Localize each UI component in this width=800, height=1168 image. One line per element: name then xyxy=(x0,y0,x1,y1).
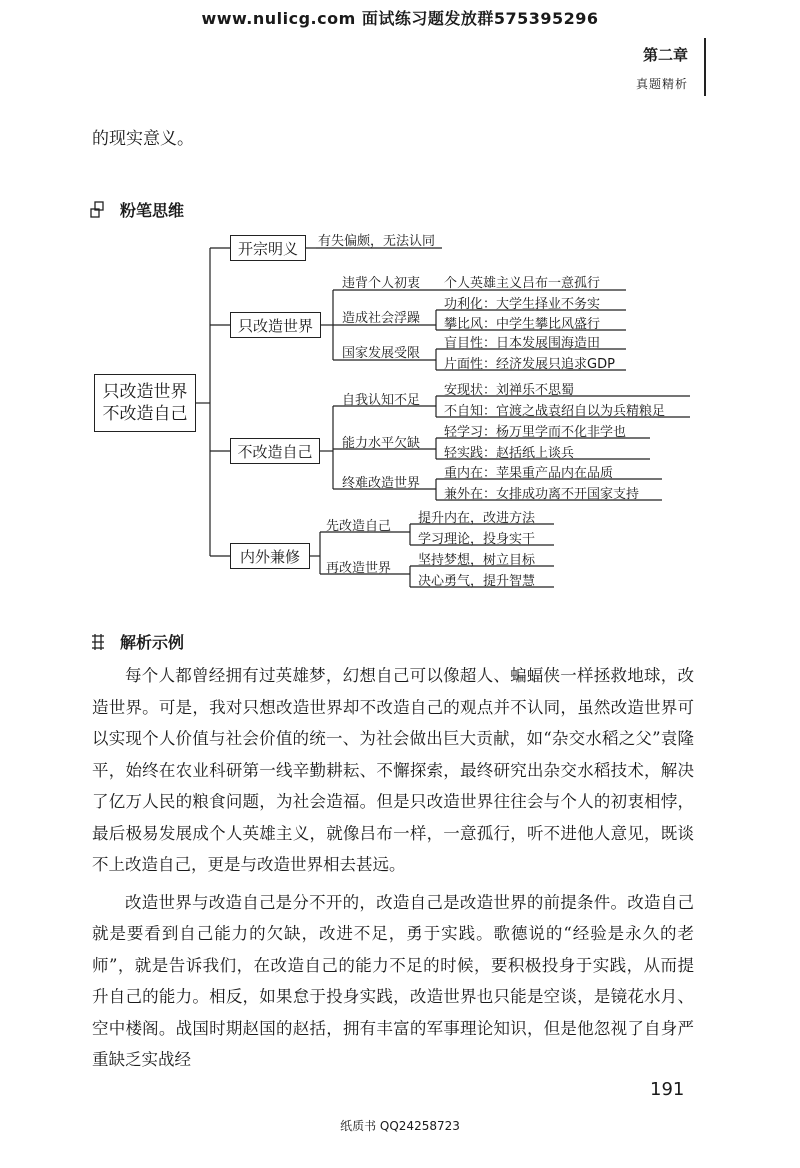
analysis-body xyxy=(92,660,694,1076)
chapter-title: 第二章 xyxy=(642,46,688,64)
chapter-subtitle: 真题精析 xyxy=(635,77,688,91)
branch-node-b1: 开宗明义 xyxy=(230,235,306,261)
b3-sub: 自我认知不足 xyxy=(342,393,421,408)
b3-leaf: 轻实践：赵括纸上谈兵 xyxy=(444,446,575,461)
b4-leaf: 坚持梦想，树立目标 xyxy=(418,553,536,568)
analysis-paragraph: 每个人都曾经拥有过英雄梦，幻想自己可以像超人、蝙蝠侠一样拯救地球，改造世界。可是，我对只想改造世界却不改造自己的观点并不认同，虽然改造世界可以实现个人价值与社会价值的统一、为社会做出巨大贡献，如“杂交水稻之父”袁隆平，始终在农业科研第一线辛勤耕耘、不懈探索，最终研究出杂交水稻技术，解决了亿万人民的粮食问题，为社会造福。但是只改造世界往往会与个人的初衷相悖，最后极易发展成个人英雄主义，就像吕布一样，一意孤行，听不进他人意见，既谈不上改造自己，更是与改造世界相去甚远。 xyxy=(92,666,694,874)
b3-sub: 终难改造世界 xyxy=(342,476,421,491)
branch-node-b3: 不改造自己 xyxy=(230,438,320,464)
b2-leaf: 个人英雄主义吕布一意孤行 xyxy=(444,276,601,291)
branch-node-b4: 内外兼修 xyxy=(230,543,310,569)
b3-leaf: 轻学习：杨万里学而不化非学也 xyxy=(444,425,627,440)
b2-leaf: 片面性：经济发展只追求GDP xyxy=(444,357,615,372)
branch-node-b2: 只改造世界 xyxy=(230,312,321,338)
analysis-paragraph: 改造世界与改造自己是分不开的，改造自己是改造世界的前提条件。改造自己就是要看到自己能力的欠缺，改进不足，勇于实践。歌德说的“经验是永久的老师”，就是告诉我们，在改造自己的能力不足的时候，要积极投身于实践，从而提升自己的能力。相反，如果怠于投身实践，改造世界也只能是空谈，是镜花水月、空中楼阁。战国时期赵国的赵括，拥有丰富的军事理论知识，但是他忽视了自身严重缺乏实战经 xyxy=(92,892,694,1069)
analysis-section-title: 解析示例 xyxy=(120,633,185,652)
b3-leaf: 不自知：官渡之战袁绍自以为兵精粮足 xyxy=(444,404,666,419)
mindmap-section-title: 粉笔思维 xyxy=(120,201,185,220)
b4-sub: 再改造世界 xyxy=(326,561,392,576)
b2-sub: 造成社会浮躁 xyxy=(342,311,421,326)
lead-text: 的现实意义。 xyxy=(92,129,194,149)
b2-leaf: 功利化：大学生择业不务实 xyxy=(444,297,601,312)
b4-leaf: 决心勇气，提升智慧 xyxy=(418,574,536,589)
root-line-1: 只改造世界 xyxy=(102,382,188,402)
b2-leaf: 攀比风：中学生攀比风盛行 xyxy=(444,317,601,332)
watermark-text: www.nulicg.com 面试练习题发放群575395296 xyxy=(201,9,599,28)
mindmap-root xyxy=(94,374,196,432)
page-number: 191 xyxy=(650,1079,685,1100)
b3-sub: 能力水平欠缺 xyxy=(342,436,421,451)
analysis-grid-icon xyxy=(90,633,106,651)
b4-sub: 先改造自己 xyxy=(326,519,392,534)
analysis-section-header xyxy=(90,630,184,653)
b3-leaf: 兼外在：女排成功离不开国家支持 xyxy=(444,487,640,502)
b3-leaf: 安现状：刘禅乐不思蜀 xyxy=(444,383,575,398)
b4-leaf: 提升内在，改进方法 xyxy=(418,511,536,526)
footer-text: 纸质书 QQ24258723 xyxy=(340,1119,460,1133)
b3-leaf: 重内在：苹果重产品内在品质 xyxy=(444,466,614,481)
b2-sub: 国家发展受限 xyxy=(342,346,421,361)
b2-sub: 违背个人初衷 xyxy=(342,276,421,291)
b4-leaf: 学习理论，投身实干 xyxy=(418,532,536,547)
b2-leaf: 盲目性：日本发展围海造田 xyxy=(444,336,601,351)
b1-leaf: 有失偏颇，无法认同 xyxy=(318,234,436,249)
root-line-2: 不改造自己 xyxy=(102,404,188,424)
